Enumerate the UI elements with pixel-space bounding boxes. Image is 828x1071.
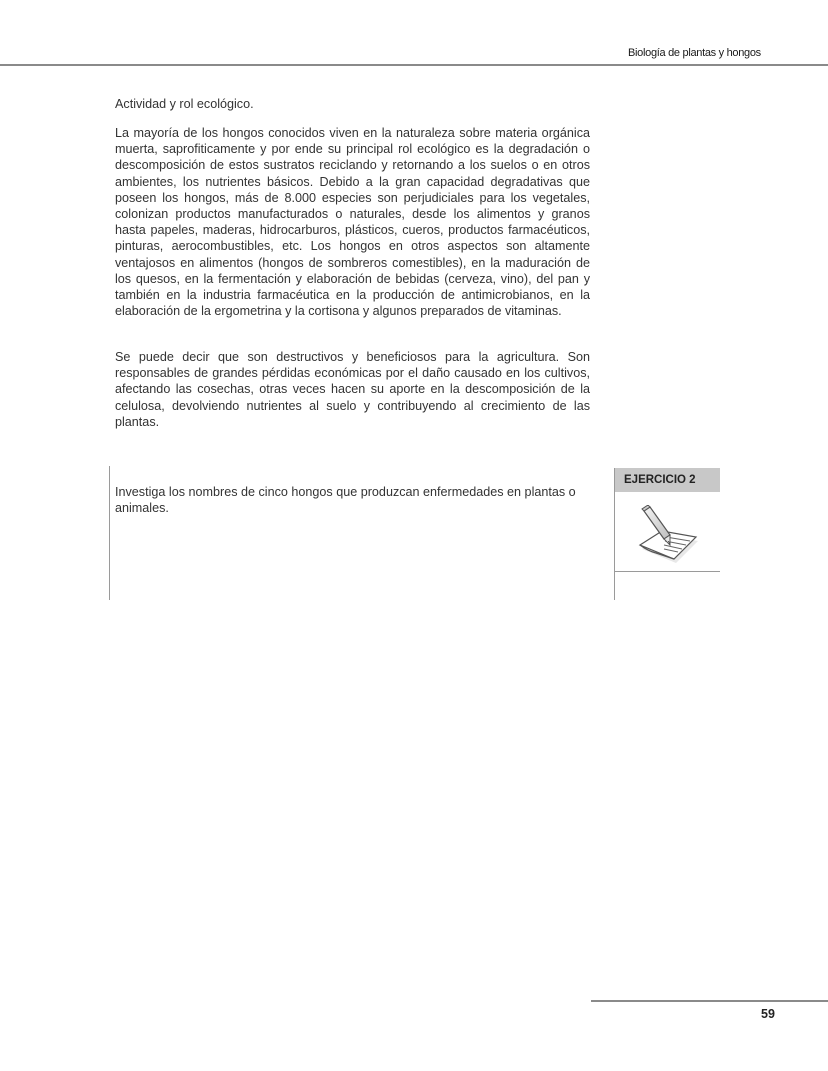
header-rule: [0, 64, 828, 66]
pencil-writing-icon: [634, 505, 702, 567]
body-paragraph-1: La mayoría de los hongos conocidos viven en la naturaleza sobre materia orgánica muerta, saprofiticamente y por ende su principal rol ecológico es la degradación o descomposición de estos sustratos reciclando y retornando a los suelos o en otros ambientes, los nutrientes básicos. Debido a la gran capacidad degradativas que poseen los hongos, más de 8.000 especies son perjudiciales para los vegetales, colonizan productos manufacturados o naturales, desde los alimentos y granos hasta papeles, maderas, hidrocarburos, plásticos, cueros, productos farmacéuticos, pinturas, aerocombustibles, etc. Los hongos en otros aspectos son altamente ventajosos en alimentos (hongos de sombreros comestibles), en la maduración de los quesos, en la fermentación y elaboración de bebidas (cerveza, vino), del pan y también en la industria farmacéutica en la producción de antimicrobianos, en la elaboración de la ergometrina y la cortisona y algunos preparados de vitaminas.: [115, 126, 590, 319]
page-number: 59: [761, 1007, 775, 1021]
body-paragraph-2: Se puede decir que son destructivos y beneficiosos para la agricultura. Son responsables de grandes pérdidas económicas por el daño causado en los cultivos, afectando las cosechas, otras veces hacen su aporte en la descomposición de la celulosa, devolviendo nutrientes al suelo y contribuyendo al crecimiento de las plantas.: [115, 350, 590, 429]
running-header-title: Biología de plantas y hongos: [628, 47, 761, 59]
exercise-box-left-rule: [109, 466, 110, 600]
exercise-instruction: Investiga los nombres de cinco hongos que produzcan enfermedades en plantas o animales.: [115, 485, 576, 516]
exercise-label: EJERCICIO 2: [615, 468, 720, 492]
footer-rule: [591, 1000, 828, 1002]
exercise-bottom-rule: [615, 571, 720, 572]
section-heading: Actividad y rol ecológico.: [115, 97, 254, 111]
